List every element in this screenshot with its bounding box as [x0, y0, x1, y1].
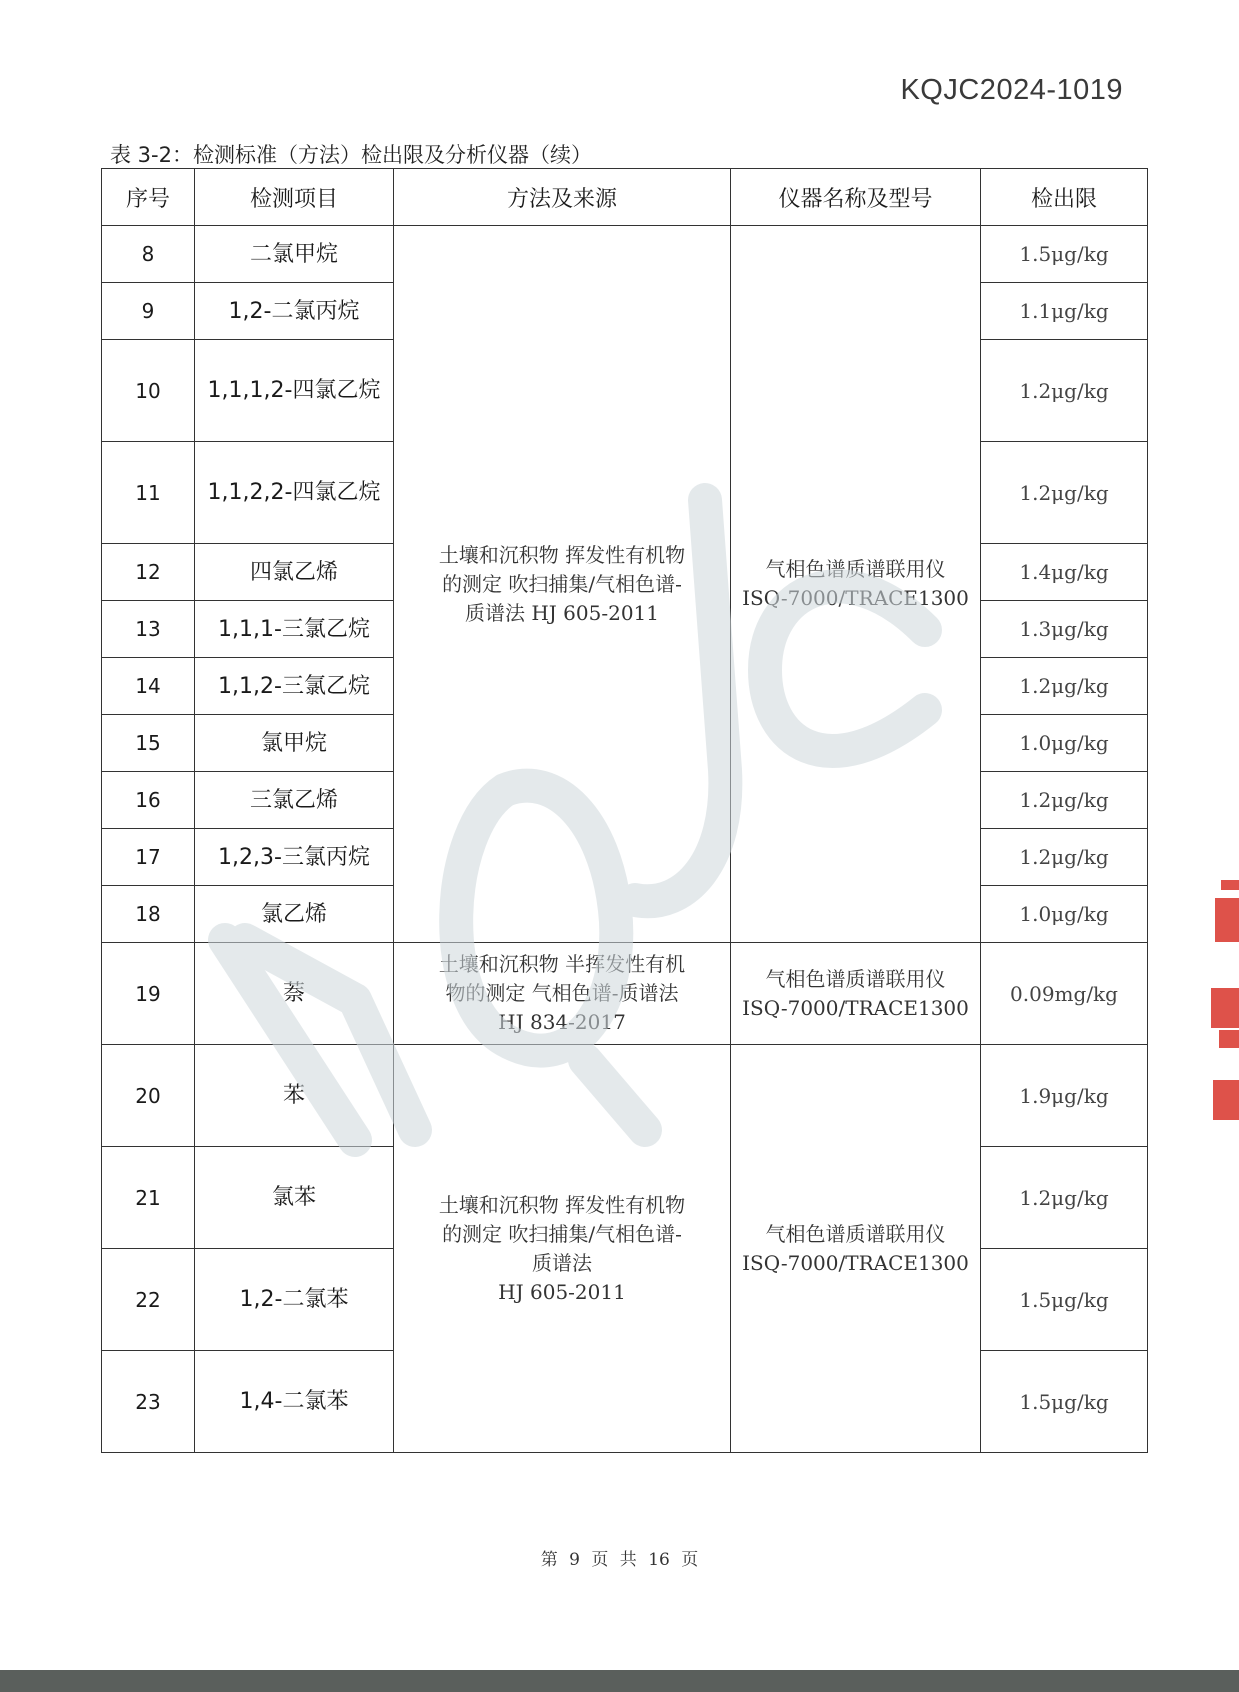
row-limit: 1.3μg/kg: [981, 601, 1148, 658]
instrument-cell: [731, 226, 981, 943]
row-limit: 1.5μg/kg: [981, 226, 1148, 283]
method-cell: [394, 1045, 731, 1453]
instrument-line: ISQ-7000/TRACE1300: [742, 586, 969, 610]
row-item: 氯苯: [195, 1147, 394, 1249]
table-row: [102, 226, 1148, 283]
method-line: 的测定 吹扫捕集/气相色谱-: [442, 1221, 682, 1246]
header-no: 序号: [102, 169, 195, 226]
row-number: 23: [102, 1351, 195, 1453]
row-item: 氯乙烯: [195, 886, 394, 943]
method-line: 质谱法 HJ 605-2011: [464, 600, 659, 625]
instrument-cell: [731, 1045, 981, 1453]
seal-stamp: [1209, 880, 1239, 1140]
instrument-line: ISQ-7000/TRACE1300: [742, 995, 969, 1020]
row-item: 四氯乙烯: [195, 544, 394, 601]
table-caption: 表 3-2：检测标准（方法）检出限及分析仪器（续）: [110, 143, 592, 167]
row-number: 18: [102, 886, 195, 943]
row-limit: 1.2μg/kg: [981, 340, 1148, 442]
row-item: 萘: [195, 943, 394, 1045]
row-number: 17: [102, 829, 195, 886]
row-number: 14: [102, 658, 195, 715]
row-item: 1,2,3-三氯丙烷: [195, 829, 394, 886]
instrument-line: ISQ-7000/TRACE1300: [742, 1250, 969, 1275]
report-number: KQJC2024-1019: [900, 74, 1123, 106]
instrument-line: 气相色谱质谱联用仪: [765, 557, 946, 581]
row-number: 21: [102, 1147, 195, 1249]
row-number: 20: [102, 1045, 195, 1147]
row-item: 1,2-二氯苯: [195, 1249, 394, 1351]
row-number: 16: [102, 772, 195, 829]
row-limit: 1.2μg/kg: [981, 1147, 1148, 1249]
method-line: 土壤和沉积物 挥发性有机物: [438, 1192, 686, 1217]
scan-edge: [0, 1670, 1239, 1692]
row-limit: 1.2μg/kg: [981, 658, 1148, 715]
row-limit: 1.5μg/kg: [981, 1351, 1148, 1453]
method-line: 质谱法: [532, 1250, 592, 1275]
row-number: 12: [102, 544, 195, 601]
row-limit: 1.2μg/kg: [981, 442, 1148, 544]
method-cell: [394, 943, 731, 1045]
row-item: 1,1,1-三氯乙烷: [195, 601, 394, 658]
instrument-line: 气相色谱质谱联用仪: [765, 966, 946, 991]
instrument-line: 气相色谱质谱联用仪: [765, 1221, 946, 1246]
row-number: 11: [102, 442, 195, 544]
method-line: 土壤和沉积物 挥发性有机物: [438, 542, 686, 567]
page-footer: 第 9 页 共 16 页: [540, 1550, 699, 1570]
row-limit: 1.0μg/kg: [981, 886, 1148, 943]
table-header-row: [102, 169, 1148, 226]
row-item: 三氯乙烯: [195, 772, 394, 829]
row-item: 1,1,2-三氯乙烷: [195, 658, 394, 715]
row-limit: 1.4μg/kg: [981, 544, 1148, 601]
row-number: 15: [102, 715, 195, 772]
row-item: 苯: [195, 1045, 394, 1147]
method-line: 的测定 吹扫捕集/气相色谱-: [442, 571, 682, 596]
row-limit: 0.09mg/kg: [981, 943, 1148, 1045]
method-line: 土壤和沉积物 半挥发性有机: [438, 952, 686, 976]
header-method: 方法及来源: [394, 169, 731, 226]
row-limit: 1.5μg/kg: [981, 1249, 1148, 1351]
method-cell: [394, 226, 731, 943]
row-number: 22: [102, 1249, 195, 1351]
table-row: [102, 1045, 1148, 1147]
row-limit: 1.9μg/kg: [981, 1045, 1148, 1147]
row-limit: 1.1μg/kg: [981, 283, 1148, 340]
row-number: 13: [102, 601, 195, 658]
row-item: 1,2-二氯丙烷: [195, 283, 394, 340]
method-line: 物的测定 气相色谱-质谱法: [445, 981, 679, 1005]
row-item: 1,1,1,2-四氯乙烷: [195, 340, 394, 442]
row-number: 8: [102, 226, 195, 283]
row-number: 10: [102, 340, 195, 442]
row-limit: 1.0μg/kg: [981, 715, 1148, 772]
row-item: 1,4-二氯苯: [195, 1351, 394, 1453]
row-item: 二氯甲烷: [195, 226, 394, 283]
header-item: 检测项目: [195, 169, 394, 226]
method-line: HJ 605-2011: [498, 1279, 626, 1304]
row-item: 1,1,2,2-四氯乙烷: [195, 442, 394, 544]
row-item: 氯甲烷: [195, 715, 394, 772]
instrument-cell: [731, 943, 981, 1045]
header-limit: 检出限: [981, 169, 1148, 226]
method-line: HJ 834-2017: [498, 1010, 626, 1034]
header-instrument: 仪器名称及型号: [731, 169, 981, 226]
row-number: 9: [102, 283, 195, 340]
row-number: 19: [102, 943, 195, 1045]
row-limit: 1.2μg/kg: [981, 772, 1148, 829]
table-row: [102, 943, 1148, 1045]
row-limit: 1.2μg/kg: [981, 829, 1148, 886]
detection-table: [101, 168, 1148, 1453]
